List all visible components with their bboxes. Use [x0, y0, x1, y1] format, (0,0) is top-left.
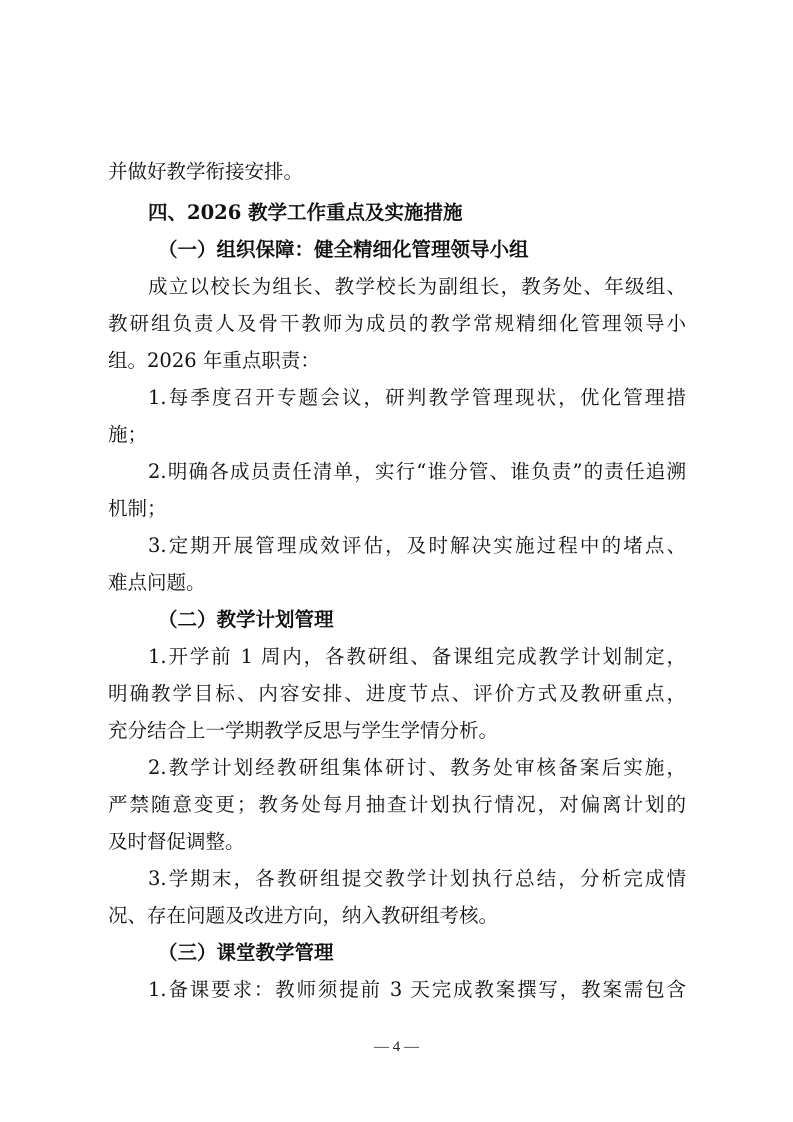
- paragraph-line: 并做好教学衔接安排。: [108, 160, 304, 183]
- list-item-line: 3.定期开展管理成效评估，及时解决实施过程中的堵点、: [148, 534, 686, 557]
- list-item-line: 1.每季度召开专题会议，研判教学管理现状，优化管理措: [148, 386, 686, 409]
- paragraph-line: 教研组负责人及骨干教师为成员的教学常规精细化管理领导小: [108, 312, 686, 335]
- list-item-line: 2.明确各成员责任清单，实行“谁分管、谁负责”的责任追溯: [148, 460, 686, 483]
- list-item-line: 充分结合上一学期教学反思与学生学情分析。: [108, 719, 499, 742]
- list-item-line: 施；: [108, 423, 148, 446]
- list-item-line: 2.教学计划经教研组集体研讨、教务处审核备案后实施，: [148, 756, 686, 779]
- paragraph-line: 成立以校长为组长、教学校长为副组长，教务处、年级组、: [148, 275, 686, 298]
- page-number: — 4 —: [374, 1039, 419, 1055]
- list-item-line: 1.备课要求：教师须提前 3 天完成教案撰写，教案需包含: [148, 978, 686, 1001]
- subsection-heading: （三）课堂教学管理: [158, 941, 334, 964]
- paragraph-line: 组。2026 年重点职责：: [108, 349, 320, 372]
- list-item-line: 况、存在问题及改进方向，纳入教研组考核。: [108, 904, 499, 927]
- list-item-line: 严禁随意变更；教务处每月抽查计划执行情况，对偏离计划的: [108, 793, 686, 816]
- list-item-line: 及时督促调整。: [108, 830, 245, 853]
- list-item-line: 难点问题。: [108, 571, 206, 594]
- list-item-line: 1.开学前 1 周内，各教研组、备课组完成教学计划制定，: [148, 645, 686, 668]
- subsection-heading: （一）组织保障：健全精细化管理领导小组: [158, 238, 529, 261]
- section-heading: 四、2026 教学工作重点及实施措施: [148, 201, 463, 224]
- list-item-line: 3.学期末，各教研组提交教学计划执行总结，分析完成情: [148, 867, 686, 890]
- list-item-line: 机制；: [108, 497, 167, 520]
- subsection-heading: （二）教学计划管理: [158, 608, 334, 631]
- list-item-line: 明确教学目标、内容安排、进度节点、评价方式及教研重点，: [108, 682, 686, 705]
